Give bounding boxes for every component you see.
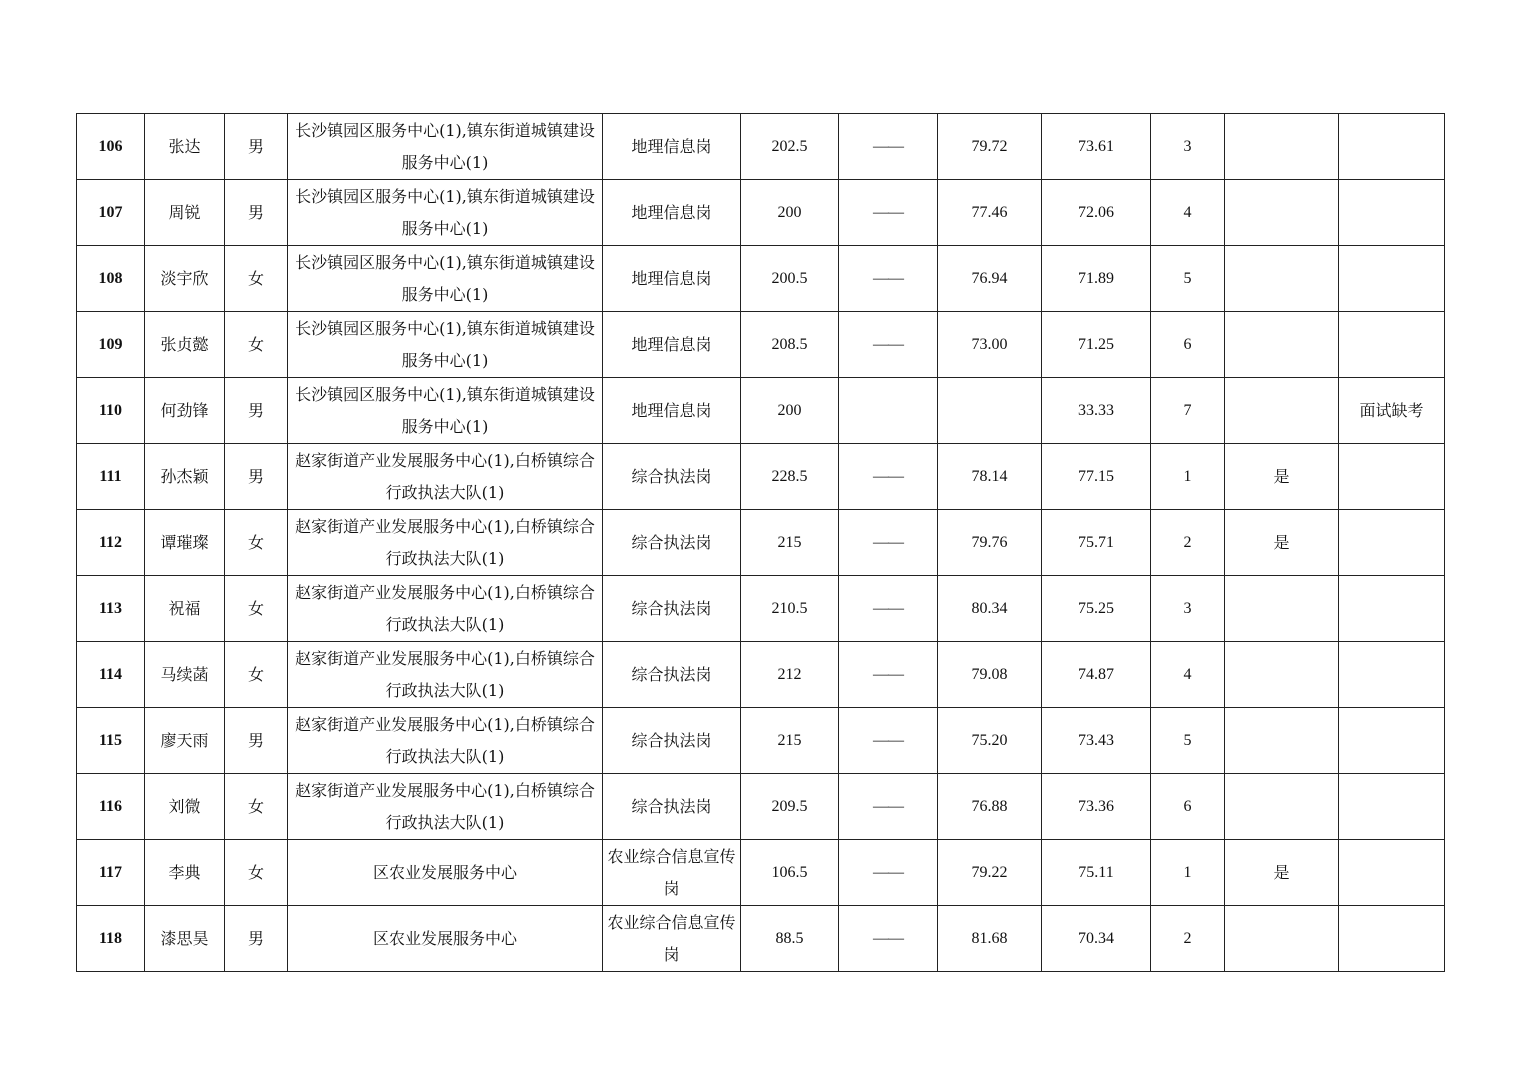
gender-cell: 男 (225, 906, 288, 972)
enter-check-cell (1225, 576, 1339, 642)
total-score-cell: 77.15 (1042, 444, 1151, 510)
gender-cell: 男 (225, 378, 288, 444)
gender-cell: 女 (225, 840, 288, 906)
written-score-cell: 200 (741, 180, 839, 246)
gender-cell: 女 (225, 576, 288, 642)
post-cell: 农业综合信息宣传岗 (603, 840, 741, 906)
total-score-cell: 70.34 (1042, 906, 1151, 972)
enter-check-cell (1225, 378, 1339, 444)
gender-cell: 女 (225, 246, 288, 312)
unit-cell: 长沙镇园区服务中心(1),镇东街道城镇建设服务中心(1) (288, 312, 603, 378)
remark-cell (1339, 840, 1445, 906)
gender-cell: 男 (225, 114, 288, 180)
row-number-cell: 109 (77, 312, 145, 378)
table-body (77, 114, 1445, 972)
interview-score-cell: 80.34 (938, 576, 1042, 642)
unit-cell: 赵家街道产业发展服务中心(1),白桥镇综合行政执法大队(1) (288, 444, 603, 510)
unit-cell: 赵家街道产业发展服务中心(1),白桥镇综合行政执法大队(1) (288, 708, 603, 774)
skill-score-cell: —— (839, 906, 938, 972)
total-score-cell: 73.61 (1042, 114, 1151, 180)
name-cell: 马续菡 (145, 642, 225, 708)
rank-cell: 1 (1151, 840, 1225, 906)
interview-score-cell: 78.14 (938, 444, 1042, 510)
name-cell: 刘微 (145, 774, 225, 840)
rank-cell: 3 (1151, 576, 1225, 642)
post-cell: 农业综合信息宣传岗 (603, 906, 741, 972)
unit-cell: 长沙镇园区服务中心(1),镇东街道城镇建设服务中心(1) (288, 378, 603, 444)
gender-cell: 女 (225, 510, 288, 576)
enter-check-cell (1225, 708, 1339, 774)
rank-cell: 7 (1151, 378, 1225, 444)
skill-score-cell: —— (839, 180, 938, 246)
skill-score-cell: —— (839, 114, 938, 180)
total-score-cell: 75.11 (1042, 840, 1151, 906)
remark-cell (1339, 642, 1445, 708)
post-cell: 综合执法岗 (603, 642, 741, 708)
row-number-cell: 106 (77, 114, 145, 180)
table-row (77, 906, 1445, 972)
results-table (76, 113, 1445, 972)
row-number-cell: 112 (77, 510, 145, 576)
unit-cell: 长沙镇园区服务中心(1),镇东街道城镇建设服务中心(1) (288, 246, 603, 312)
interview-score-cell: 73.00 (938, 312, 1042, 378)
skill-score-cell: —— (839, 312, 938, 378)
rank-cell: 2 (1151, 906, 1225, 972)
written-score-cell: 215 (741, 708, 839, 774)
row-number-cell: 118 (77, 906, 145, 972)
post-cell: 地理信息岗 (603, 246, 741, 312)
enter-check-cell (1225, 246, 1339, 312)
skill-score-cell: —— (839, 642, 938, 708)
table-row (77, 444, 1445, 510)
interview-score-cell: 76.94 (938, 246, 1042, 312)
total-score-cell: 73.36 (1042, 774, 1151, 840)
interview-score-cell: 76.88 (938, 774, 1042, 840)
rank-cell: 6 (1151, 312, 1225, 378)
enter-check-cell (1225, 180, 1339, 246)
gender-cell: 女 (225, 774, 288, 840)
table-row (77, 378, 1445, 444)
skill-score-cell: —— (839, 840, 938, 906)
written-score-cell: 228.5 (741, 444, 839, 510)
gender-cell: 女 (225, 312, 288, 378)
remark-cell (1339, 510, 1445, 576)
total-score-cell: 71.89 (1042, 246, 1151, 312)
enter-check-cell (1225, 906, 1339, 972)
post-cell: 综合执法岗 (603, 774, 741, 840)
post-cell: 综合执法岗 (603, 708, 741, 774)
skill-score-cell: —— (839, 576, 938, 642)
table-row (77, 510, 1445, 576)
interview-score-cell: 77.46 (938, 180, 1042, 246)
interview-score-cell: 79.08 (938, 642, 1042, 708)
enter-check-cell: 是 (1225, 444, 1339, 510)
rank-cell: 6 (1151, 774, 1225, 840)
enter-check-cell (1225, 774, 1339, 840)
post-cell: 综合执法岗 (603, 444, 741, 510)
remark-cell (1339, 246, 1445, 312)
unit-cell: 赵家街道产业发展服务中心(1),白桥镇综合行政执法大队(1) (288, 774, 603, 840)
remark-cell (1339, 774, 1445, 840)
skill-score-cell: —— (839, 246, 938, 312)
gender-cell: 女 (225, 642, 288, 708)
row-number-cell: 113 (77, 576, 145, 642)
remark-cell (1339, 312, 1445, 378)
name-cell: 张贞懿 (145, 312, 225, 378)
total-score-cell: 75.25 (1042, 576, 1151, 642)
name-cell: 漆思昊 (145, 906, 225, 972)
skill-score-cell: —— (839, 774, 938, 840)
interview-score-cell: 81.68 (938, 906, 1042, 972)
total-score-cell: 74.87 (1042, 642, 1151, 708)
remark-cell (1339, 114, 1445, 180)
unit-cell: 区农业发展服务中心 (288, 906, 603, 972)
written-score-cell: 209.5 (741, 774, 839, 840)
post-cell: 地理信息岗 (603, 180, 741, 246)
row-number-cell: 107 (77, 180, 145, 246)
interview-score-cell (938, 378, 1042, 444)
row-number-cell: 117 (77, 840, 145, 906)
name-cell: 何劲锋 (145, 378, 225, 444)
written-score-cell: 210.5 (741, 576, 839, 642)
unit-cell: 长沙镇园区服务中心(1),镇东街道城镇建设服务中心(1) (288, 180, 603, 246)
remark-cell (1339, 906, 1445, 972)
table-row (77, 840, 1445, 906)
total-score-cell: 75.71 (1042, 510, 1151, 576)
unit-cell: 长沙镇园区服务中心(1),镇东街道城镇建设服务中心(1) (288, 114, 603, 180)
name-cell: 祝福 (145, 576, 225, 642)
written-score-cell: 200 (741, 378, 839, 444)
interview-score-cell: 79.72 (938, 114, 1042, 180)
total-score-cell: 33.33 (1042, 378, 1151, 444)
enter-check-cell: 是 (1225, 840, 1339, 906)
written-score-cell: 215 (741, 510, 839, 576)
row-number-cell: 108 (77, 246, 145, 312)
interview-score-cell: 79.76 (938, 510, 1042, 576)
remark-cell (1339, 576, 1445, 642)
table-row (77, 246, 1445, 312)
rank-cell: 3 (1151, 114, 1225, 180)
written-score-cell: 106.5 (741, 840, 839, 906)
row-number-cell: 115 (77, 708, 145, 774)
total-score-cell: 71.25 (1042, 312, 1151, 378)
remark-cell (1339, 180, 1445, 246)
remark-cell: 面试缺考 (1339, 378, 1445, 444)
written-score-cell: 200.5 (741, 246, 839, 312)
rank-cell: 2 (1151, 510, 1225, 576)
row-number-cell: 116 (77, 774, 145, 840)
unit-cell: 赵家街道产业发展服务中心(1),白桥镇综合行政执法大队(1) (288, 576, 603, 642)
gender-cell: 男 (225, 444, 288, 510)
row-number-cell: 111 (77, 444, 145, 510)
rank-cell: 5 (1151, 246, 1225, 312)
unit-cell: 区农业发展服务中心 (288, 840, 603, 906)
table-row (77, 642, 1445, 708)
name-cell: 淡宇欣 (145, 246, 225, 312)
interview-score-cell: 79.22 (938, 840, 1042, 906)
rank-cell: 4 (1151, 642, 1225, 708)
skill-score-cell: —— (839, 708, 938, 774)
post-cell: 综合执法岗 (603, 576, 741, 642)
name-cell: 周锐 (145, 180, 225, 246)
post-cell: 地理信息岗 (603, 378, 741, 444)
remark-cell (1339, 444, 1445, 510)
interview-score-cell: 75.20 (938, 708, 1042, 774)
enter-check-cell (1225, 642, 1339, 708)
table-row (77, 576, 1445, 642)
table-row (77, 114, 1445, 180)
row-number-cell: 114 (77, 642, 145, 708)
post-cell: 地理信息岗 (603, 312, 741, 378)
total-score-cell: 73.43 (1042, 708, 1151, 774)
name-cell: 张达 (145, 114, 225, 180)
gender-cell: 男 (225, 708, 288, 774)
row-number-cell: 110 (77, 378, 145, 444)
total-score-cell: 72.06 (1042, 180, 1151, 246)
post-cell: 综合执法岗 (603, 510, 741, 576)
written-score-cell: 208.5 (741, 312, 839, 378)
rank-cell: 4 (1151, 180, 1225, 246)
table-row (77, 708, 1445, 774)
name-cell: 谭璀璨 (145, 510, 225, 576)
unit-cell: 赵家街道产业发展服务中心(1),白桥镇综合行政执法大队(1) (288, 642, 603, 708)
enter-check-cell: 是 (1225, 510, 1339, 576)
skill-score-cell (839, 378, 938, 444)
table-row (77, 180, 1445, 246)
written-score-cell: 212 (741, 642, 839, 708)
unit-cell: 赵家街道产业发展服务中心(1),白桥镇综合行政执法大队(1) (288, 510, 603, 576)
remark-cell (1339, 708, 1445, 774)
name-cell: 孙杰颖 (145, 444, 225, 510)
rank-cell: 5 (1151, 708, 1225, 774)
post-cell: 地理信息岗 (603, 114, 741, 180)
enter-check-cell (1225, 312, 1339, 378)
skill-score-cell: —— (839, 510, 938, 576)
enter-check-cell (1225, 114, 1339, 180)
skill-score-cell: —— (839, 444, 938, 510)
name-cell: 廖天雨 (145, 708, 225, 774)
rank-cell: 1 (1151, 444, 1225, 510)
written-score-cell: 88.5 (741, 906, 839, 972)
written-score-cell: 202.5 (741, 114, 839, 180)
table-row (77, 312, 1445, 378)
name-cell: 李典 (145, 840, 225, 906)
table-row (77, 774, 1445, 840)
gender-cell: 男 (225, 180, 288, 246)
